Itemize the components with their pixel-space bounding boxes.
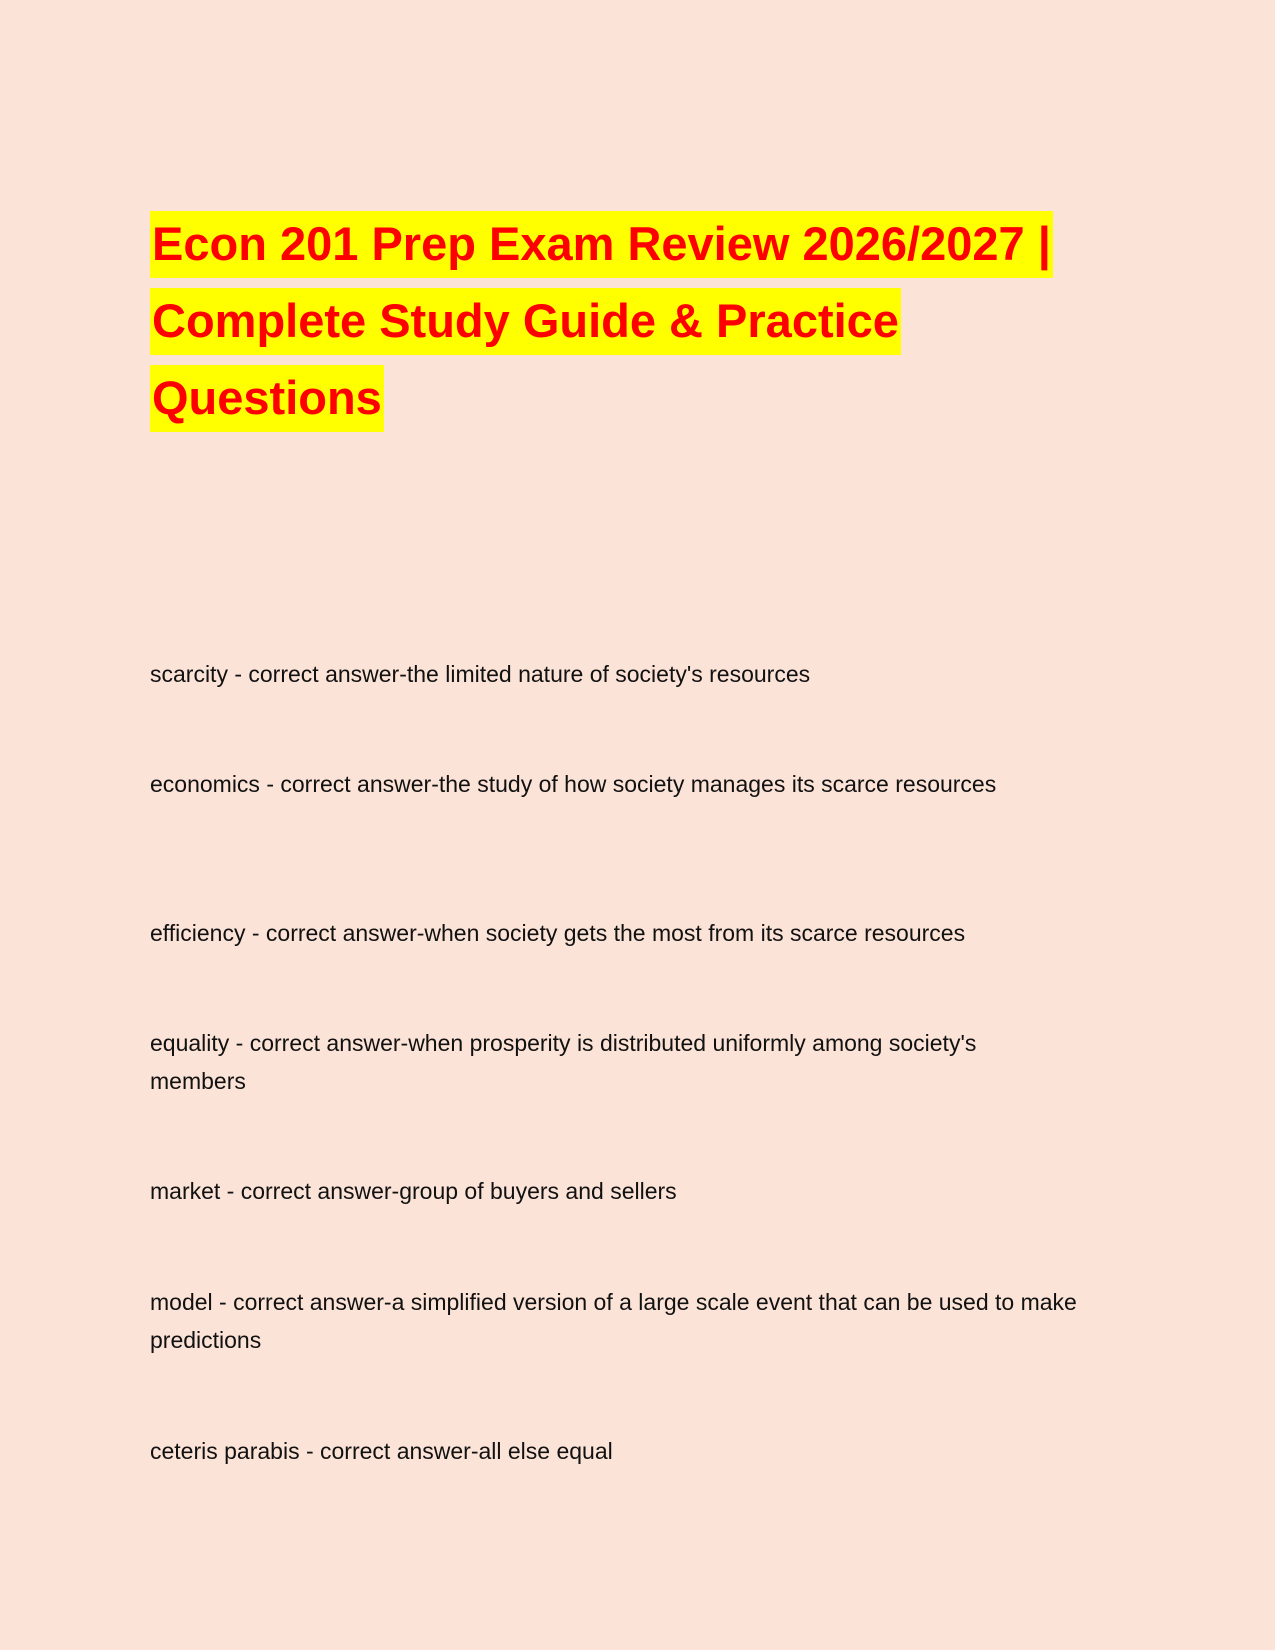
flashcard-entry-scarcity: scarcity - correct answer-the limited nature of society's resources <box>150 661 811 687</box>
document-title <box>150 205 1130 436</box>
flashcard-entry-model: model - correct answer-a simplified version of a large scale event that can be used to make predictions <box>150 1289 1077 1353</box>
flashcard-entry-market: market - correct answer-group of buyers and sellers <box>150 1178 677 1204</box>
flashcard-entry-economics: economics - correct answer-the study of how society manages its scarce resources <box>150 771 997 797</box>
flashcard-entry-ceteris-paribus: ceteris parabis - correct answer-all else equal <box>150 1438 613 1464</box>
flashcard-entry-equality: equality - correct answer-when prosperity is distributed uniformly among society's members <box>150 1030 977 1094</box>
title-highlight: Econ 201 Prep Exam Review 2026/2027 | Complete Study Guide & Practice Questions <box>150 211 1053 432</box>
flashcard-entry-efficiency: efficiency - correct answer-when society gets the most from its scarce resources <box>150 920 966 946</box>
